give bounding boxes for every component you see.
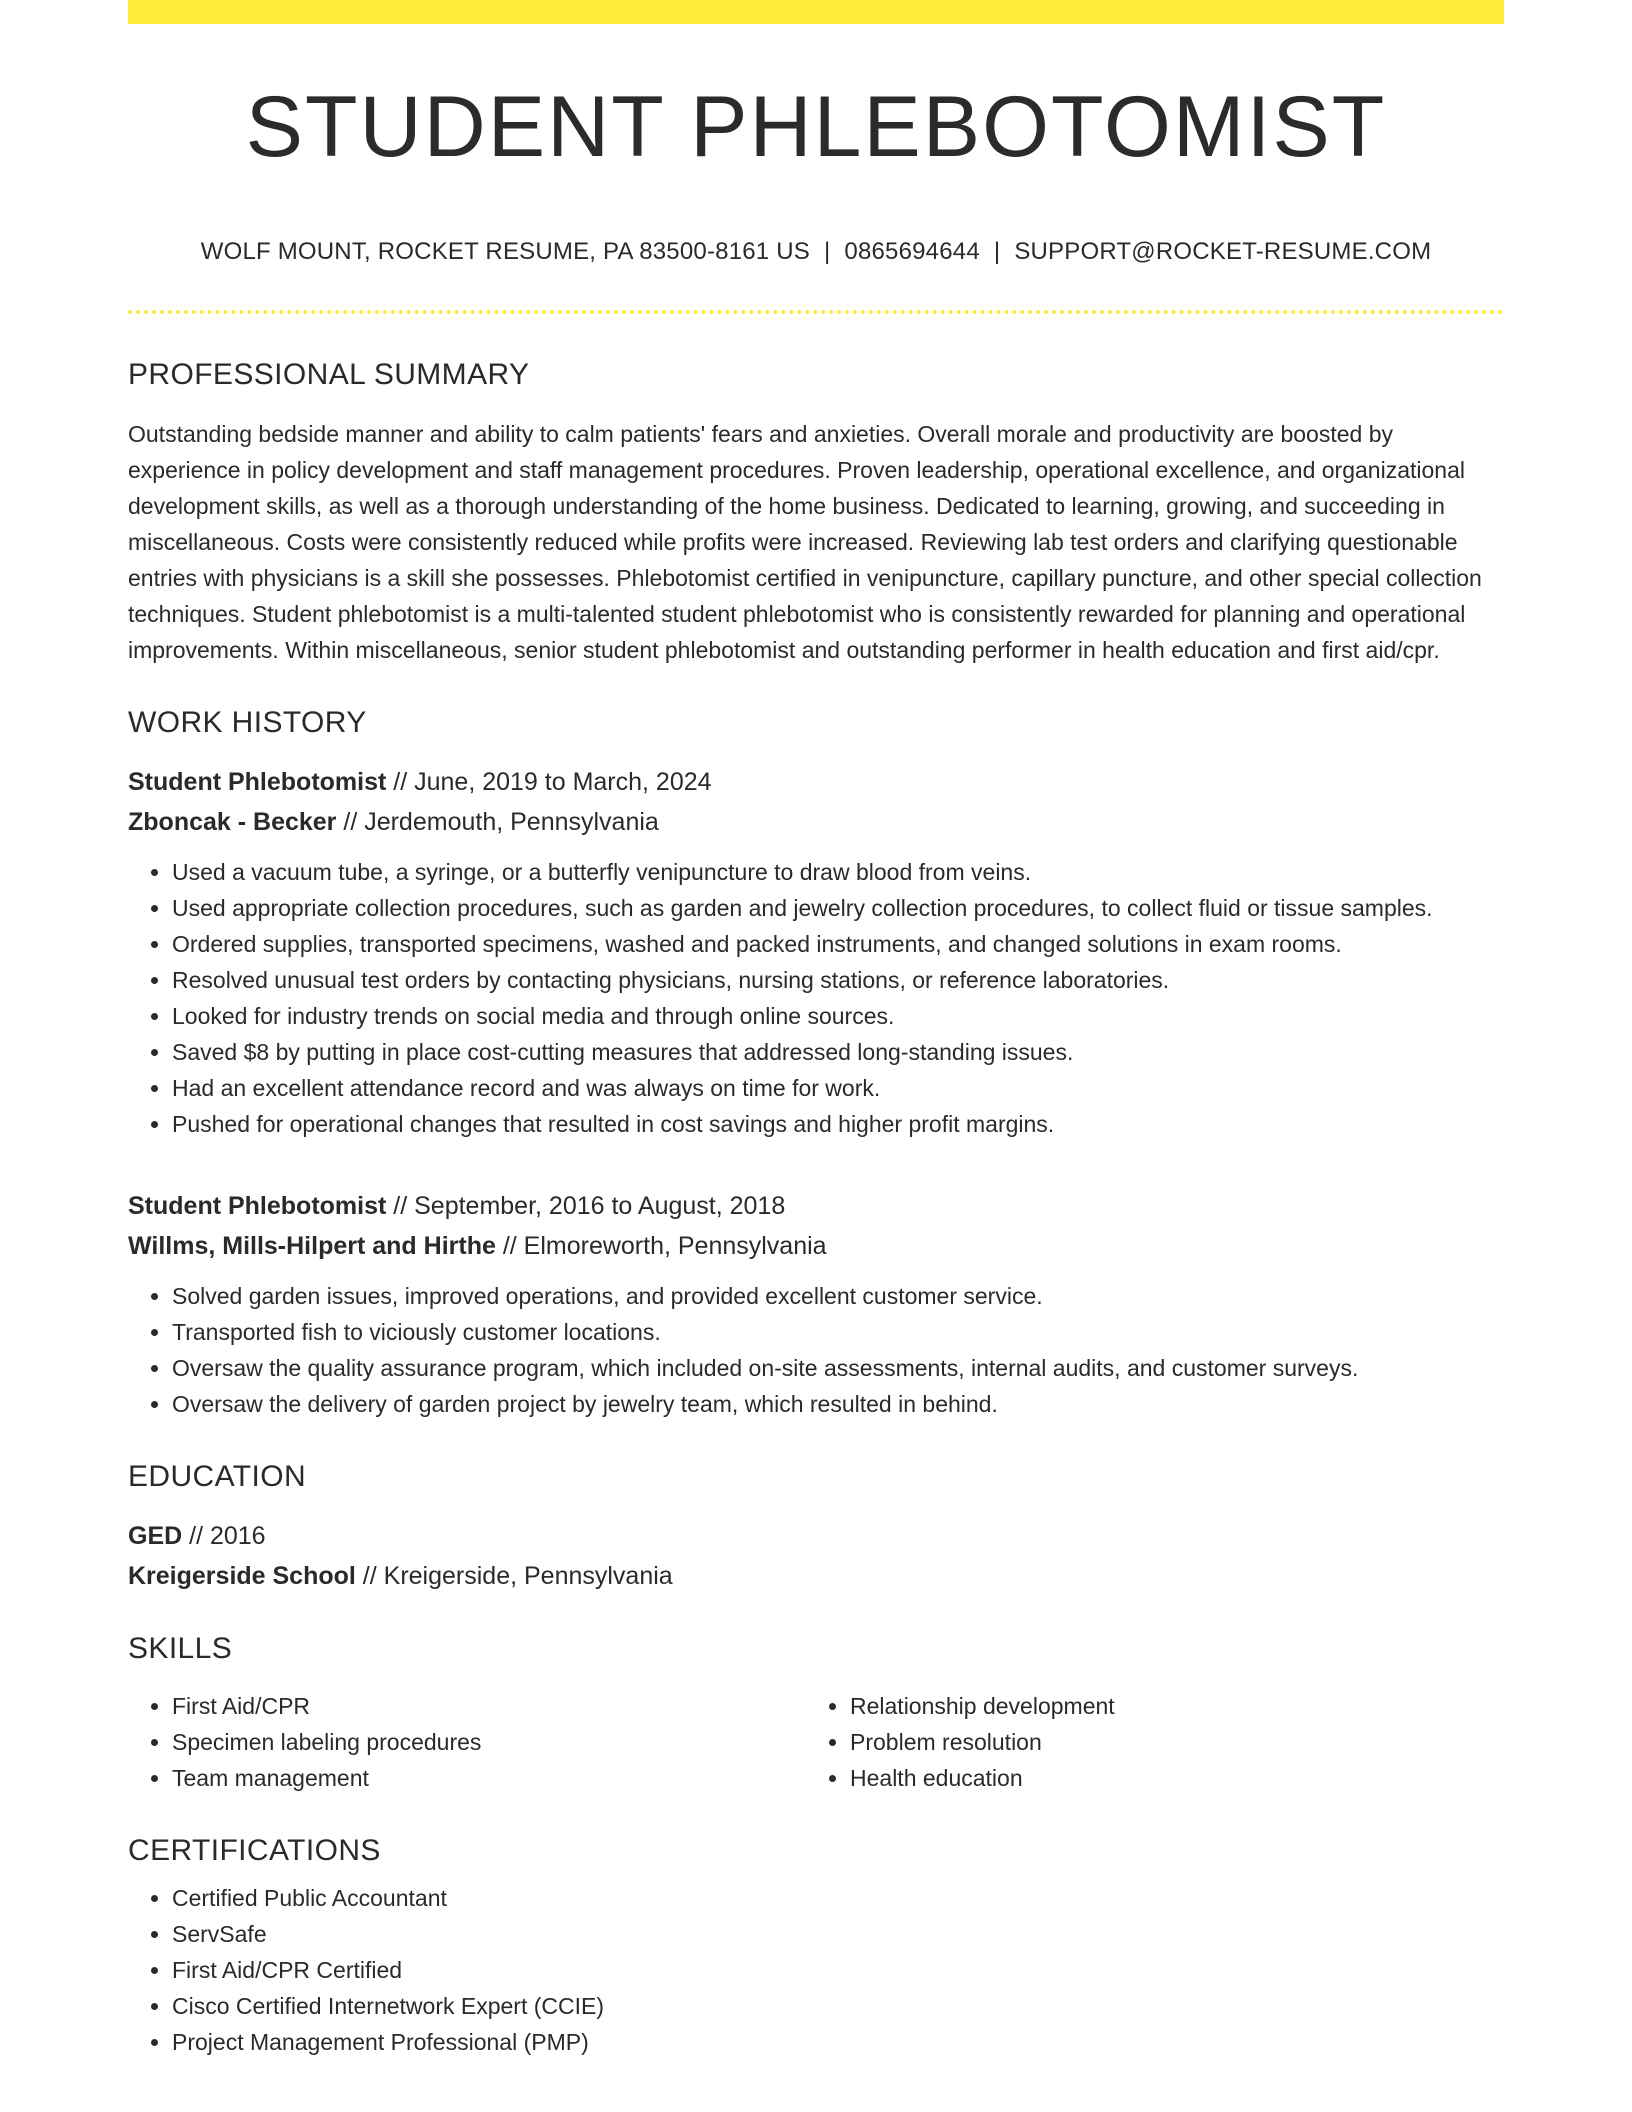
work-history-heading: WORK HISTORY [128, 706, 367, 739]
resume-page [128, 0, 1504, 2060]
skill-item: • Problem resolution [850, 1724, 1484, 1760]
skill-item: • Relationship development [850, 1688, 1484, 1724]
list-item: • Pushed for operational changes that resulted in cost savings and higher profit margins. [172, 1106, 1504, 1142]
contact-address: WOLF MOUNT, ROCKET RESUME, PA 83500-8161 US [200, 238, 810, 265]
job-company-line [128, 802, 1504, 842]
job-bullets [128, 854, 1504, 1142]
job-dates: // September, 2016 to August, 2018 [386, 1192, 786, 1220]
job-dates: // June, 2019 to March, 2024 [386, 768, 712, 796]
contact-separator: | [993, 238, 1001, 265]
job-entry [128, 762, 1504, 1142]
contact-email[interactable]: SUPPORT@ROCKET-RESUME.COM [1014, 238, 1432, 265]
job-location: // Elmoreworth, Pennsylvania [495, 1232, 827, 1260]
page-title: STUDENT PHLEBOTOMIST [245, 79, 1387, 175]
summary-text: Outstanding bedside manner and ability to calm patients' fears and anxieties. Overall morale and productivity are boosted by experience in policy development and staff management procedures. Proven leadership, operational excellence, and organizational development skills, as well as a thorough understanding of the home business. Dedicated to learning, growing, and succeeding in miscellaneous. Costs were consistently reduced while profits were increased. Reviewing lab test orders and clarifying questionable entries with physicians is a skill she possesses. Phlebotomist certified in venipuncture, capillary puncture, and other special collection techniques. Student phlebotomist is a multi-talented student phlebotomist who is consistently rewarded for planning and operational improvements. Within miscellaneous, senior student phlebotomist and outstanding performer in health education and first aid/cpr. [128, 421, 1482, 663]
job-title: Student Phlebotomist [128, 768, 387, 796]
education-year: // 2016 [182, 1522, 266, 1550]
skill-item: • Health education [850, 1760, 1484, 1796]
certification-item: • Certified Public Accountant [172, 1880, 1504, 1916]
job-company: Willms, Mills-Hilpert and Hirthe [128, 1232, 496, 1260]
accent-bar [128, 0, 1504, 24]
education-degree-line [128, 1516, 1504, 1556]
list-item: • Resolved unusual test orders by contacting physicians, nursing stations, or reference laboratories. [172, 962, 1504, 998]
contact-phone[interactable]: 0865694644 [844, 238, 980, 265]
list-item: • Had an excellent attendance record and was always on time for work. [172, 1070, 1504, 1106]
skill-item: • Specimen labeling procedures [172, 1724, 806, 1760]
list-item: • Transported fish to viciously customer locations. [172, 1314, 1504, 1350]
job-company-line [128, 1226, 1504, 1266]
contact-line [128, 238, 1504, 266]
list-item: • Solved garden issues, improved operations, and provided excellent customer service. [172, 1278, 1504, 1314]
dotted-divider [128, 310, 1504, 314]
certifications-heading: CERTIFICATIONS [128, 1834, 381, 1867]
job-entry [128, 1186, 1504, 1422]
certification-item: • Project Management Professional (PMP) [172, 2024, 1504, 2060]
education-heading: EDUCATION [128, 1460, 307, 1493]
skills-columns [128, 1688, 1504, 1796]
education-school: Kreigerside School [128, 1562, 356, 1590]
job-location: // Jerdemouth, Pennsylvania [336, 808, 659, 836]
list-item: • Used appropriate collection procedures, such as garden and jewelry collection procedures, to collect fluid or tissue samples. [172, 890, 1504, 926]
job-title-line [128, 762, 1504, 802]
skills-right-list [806, 1688, 1484, 1796]
education-degree: GED [128, 1522, 183, 1550]
skill-item: • Team management [172, 1760, 806, 1796]
list-item: • Oversaw the delivery of garden project by jewelry team, which resulted in behind. [172, 1386, 1504, 1422]
summary-heading: PROFESSIONAL SUMMARY [128, 358, 530, 391]
skills-heading: SKILLS [128, 1632, 233, 1665]
list-item: • Looked for industry trends on social media and through online sources. [172, 998, 1504, 1034]
job-title: Student Phlebotomist [128, 1192, 387, 1220]
certification-item: • Cisco Certified Internetwork Expert (CCIE) [172, 1988, 1504, 2024]
list-item: • Used a vacuum tube, a syringe, or a butterfly venipuncture to draw blood from veins. [172, 854, 1504, 890]
certifications-list [128, 1880, 1504, 2060]
certification-item: • First Aid/CPR Certified [172, 1952, 1504, 1988]
list-item: • Oversaw the quality assurance program, which included on-site assessments, internal audits, and customer surveys. [172, 1350, 1504, 1386]
list-item: • Saved $8 by putting in place cost-cutting measures that addressed long-standing issues. [172, 1034, 1504, 1070]
education-location: // Kreigerside, Pennsylvania [355, 1562, 673, 1590]
certification-item: • ServSafe [172, 1916, 1504, 1952]
job-title-line [128, 1186, 1504, 1226]
skills-left-list [128, 1688, 806, 1796]
contact-separator: | [823, 238, 831, 265]
list-item: • Ordered supplies, transported specimens, washed and packed instruments, and changed solutions in exam rooms. [172, 926, 1504, 962]
education-school-line [128, 1556, 1504, 1596]
education-entry [128, 1516, 1504, 1596]
job-company: Zboncak - Becker [128, 808, 337, 836]
job-bullets [128, 1278, 1504, 1422]
skill-item: • First Aid/CPR [172, 1688, 806, 1724]
